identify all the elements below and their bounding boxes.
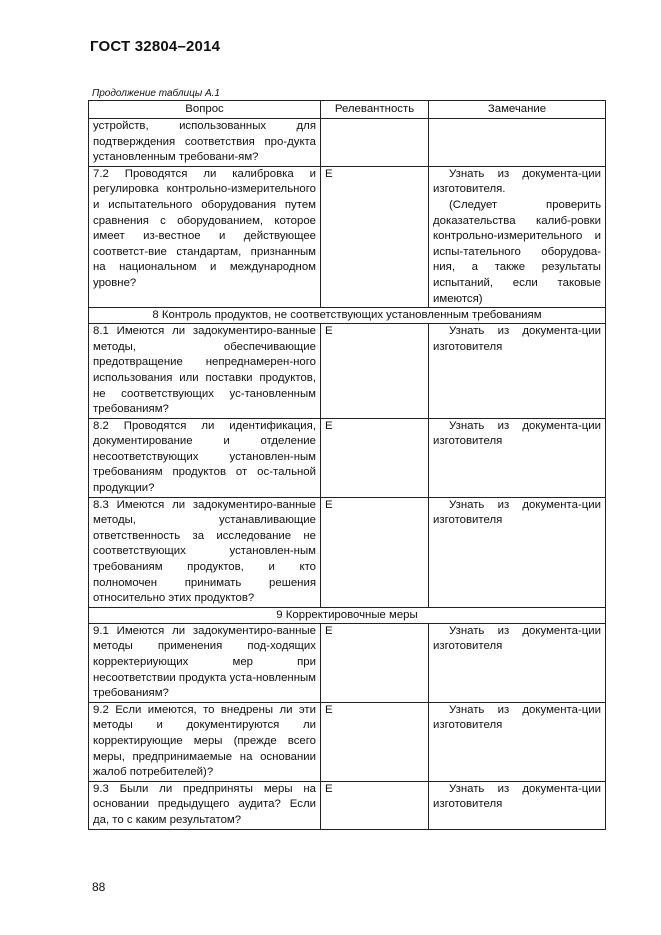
table-row <box>89 497 606 607</box>
remark-cell <box>429 623 606 702</box>
section-heading: 9 Корректировочные меры <box>89 607 606 623</box>
page-number: 88 <box>92 880 106 894</box>
table-header-row <box>89 101 606 119</box>
remark-cell <box>429 781 606 829</box>
table-row <box>89 324 606 419</box>
remark-text: Узнать из документа-ции изготовителя <box>433 419 601 448</box>
relevance-cell <box>321 119 429 167</box>
question-cell: 8.1 Имеются ли задокументиро-ванные методы, обеспечивающие предотвращение непреднамерен-ного использования или поставки продуктов, не соответствующих ус-тановленным требованиям? <box>89 324 321 419</box>
remark-text: Узнать из документа-ции изготовителя <box>433 703 601 732</box>
requirements-table <box>88 100 606 830</box>
section-heading: 8 Контроль продуктов, не соответствующих установленным требованиям <box>89 308 606 324</box>
section-row <box>89 308 606 324</box>
remark-text: (Следует проверить доказательства калиб-ровки контрольно-измерительного и испы-тательного оборудова-ния, а также результаты испытаний, если таковые имеются) <box>433 198 601 305</box>
question-cell: устройств, использованных для подтверждения соответствия про-дукта установленным требовани-ям? <box>89 119 321 167</box>
remark-text: Узнать из документа-ции изготовителя. <box>433 167 601 196</box>
column-header-question: Вопрос <box>89 101 321 119</box>
remark-cell <box>429 119 606 167</box>
relevance-cell: Е <box>321 418 429 497</box>
document-title: ГОСТ 32804–2014 <box>90 38 221 55</box>
relevance-cell: Е <box>321 166 429 307</box>
question-cell: 8.3 Имеются ли задокументиро-ванные методы, устанавливающие ответственность за исследование не соответствующих установлен-ным требованиям продуктов, и кто полномочен принимать решения относительно этих продуктов? <box>89 497 321 607</box>
remark-text: Узнать из документа-ции изготовителя <box>433 498 601 527</box>
remark-cell <box>429 324 606 419</box>
question-cell: 9.3 Были ли предприняты меры на основании предыдущего аудита? Если да, то с каким результатом? <box>89 781 321 829</box>
remark-text: Узнать из документа-ции изготовителя <box>433 782 601 811</box>
remark-cell <box>429 418 606 497</box>
table-row <box>89 166 606 307</box>
table-row <box>89 702 606 781</box>
question-cell: 7.2 Проводятся ли калибровка и регулировка контрольно-измерительного и испытательного оборудования путем сравнения с оборудованием, которое имеет из-вестное и действующее соответст-вие стандартам, признанным на национальном и международном уровне? <box>89 166 321 307</box>
relevance-cell: Е <box>321 781 429 829</box>
question-cell: 9.2 Если имеются, то внедрены ли эти методы и документируются ли корректирующие меры (прежде всего меры, предпринимаемые на основании жалоб потребителей)? <box>89 702 321 781</box>
question-cell: 9.1 Имеются ли задокументиро-ванные методы применения под-ходящих корректериующих мер при несоответствии продукта уста-новленным требованиям? <box>89 623 321 702</box>
column-header-relevance: Релевантность <box>321 101 429 119</box>
table-row <box>89 781 606 829</box>
relevance-cell: Е <box>321 623 429 702</box>
relevance-cell: Е <box>321 324 429 419</box>
table-row <box>89 623 606 702</box>
relevance-cell: Е <box>321 702 429 781</box>
table-continuation-caption: Продолжение таблицы А.1 <box>92 88 220 99</box>
remark-text: Узнать из документа-ции изготовителя <box>433 624 601 653</box>
column-header-remark: Замечание <box>429 101 606 119</box>
section-row <box>89 607 606 623</box>
remark-cell <box>429 166 606 307</box>
remark-cell <box>429 702 606 781</box>
remark-text: Узнать из документа-ции изготовителя <box>433 325 601 353</box>
relevance-cell: Е <box>321 497 429 607</box>
table-row <box>89 119 606 167</box>
remark-cell <box>429 497 606 607</box>
question-cell: 8.2 Проводятся ли идентификация, документирование и отделение несоответствующих установлен-ным требованиям продуктов от ос-тальной продукции? <box>89 418 321 497</box>
table-row <box>89 418 606 497</box>
